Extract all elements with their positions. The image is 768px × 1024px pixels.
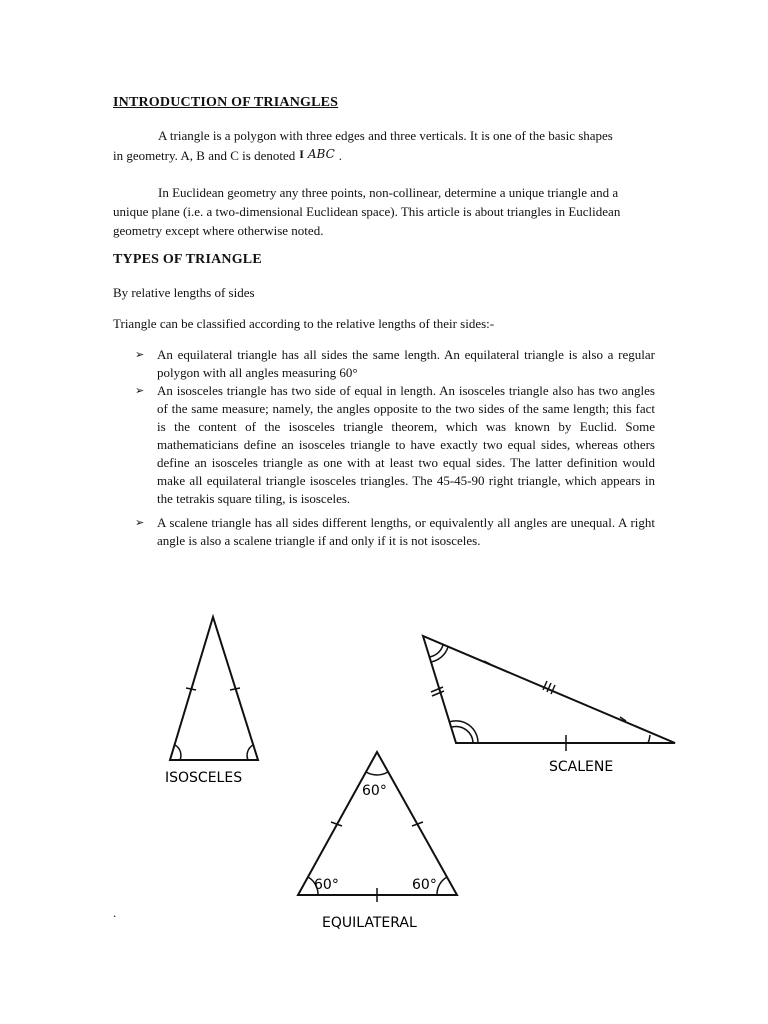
arrow-bullet-icon: ➢ <box>135 384 145 397</box>
subheading: By relative lengths of sides <box>113 285 255 300</box>
euclidean-paragraph: In Euclidean geometry any three points, non-collinear, determine a unique triangle and a unique plane (i.e. a two-dimensional Euclidean space). This article is about triangles in Euclidean geometry except where otherwise noted. <box>113 185 621 238</box>
bullet-text: An equilateral triangle has all sides the same length. An equilateral triangle is also a regular polygon with all angles measuring 60° <box>157 347 655 380</box>
page-title: INTRODUCTION OF TRIANGLES <box>113 95 339 110</box>
stray-mark: . <box>113 905 117 920</box>
triangle-notation: ABC <box>307 147 335 161</box>
angle-label-left: 60° <box>314 877 339 893</box>
types-heading: TYPES OF TRIANGLE <box>113 252 262 267</box>
intro-line-2-end: . <box>338 148 343 163</box>
arrow-bullet-icon: ➢ <box>135 516 145 529</box>
bullet-text: An isosceles triangle has two side of equal in length. An isosceles triangle also has two angles of the same measure; namely, the angles opposite to the two sides of the same length; this fact is the content of the isosceles triangle theorem, which was known by Euclid. Some mathematicians define an isosceles triangle to have exactly two equal sides, whereas others define an isosceles triangle as one with at least two equal sides. The latter definition would make all equilateral triangle isosceles triangles. The 45-45-90 right triangle, which appears in the tetrakis square tiling, is isosceles. <box>157 383 655 506</box>
triangle-symbol-icon: I <box>299 147 304 161</box>
angle-label-top: 60° <box>362 783 387 799</box>
classification-intro: Triangle can be classified according to the relative lengths of their sides:- <box>113 316 495 331</box>
angle-label-right: 60° <box>412 877 437 893</box>
arrow-bullet-icon: ➢ <box>135 348 145 361</box>
isosceles-triangle <box>170 617 258 760</box>
equilateral-label: EQUILATERAL <box>322 915 417 931</box>
intro-line-2: in geometry. A, B and C is denoted <box>113 148 296 163</box>
bullet-text: A scalene triangle has all sides different lengths, or equivalently all angles are unequal. A right angle is also a scalene triangle if and only if it is not isosceles. <box>157 515 655 548</box>
scalene-label: SCALENE <box>549 759 614 775</box>
intro-line-1: A triangle is a polygon with three edges and three verticals. It is one of the basic shapes <box>158 128 613 143</box>
isosceles-label: ISOSCELES <box>165 770 243 786</box>
scalene-triangle <box>423 636 675 751</box>
